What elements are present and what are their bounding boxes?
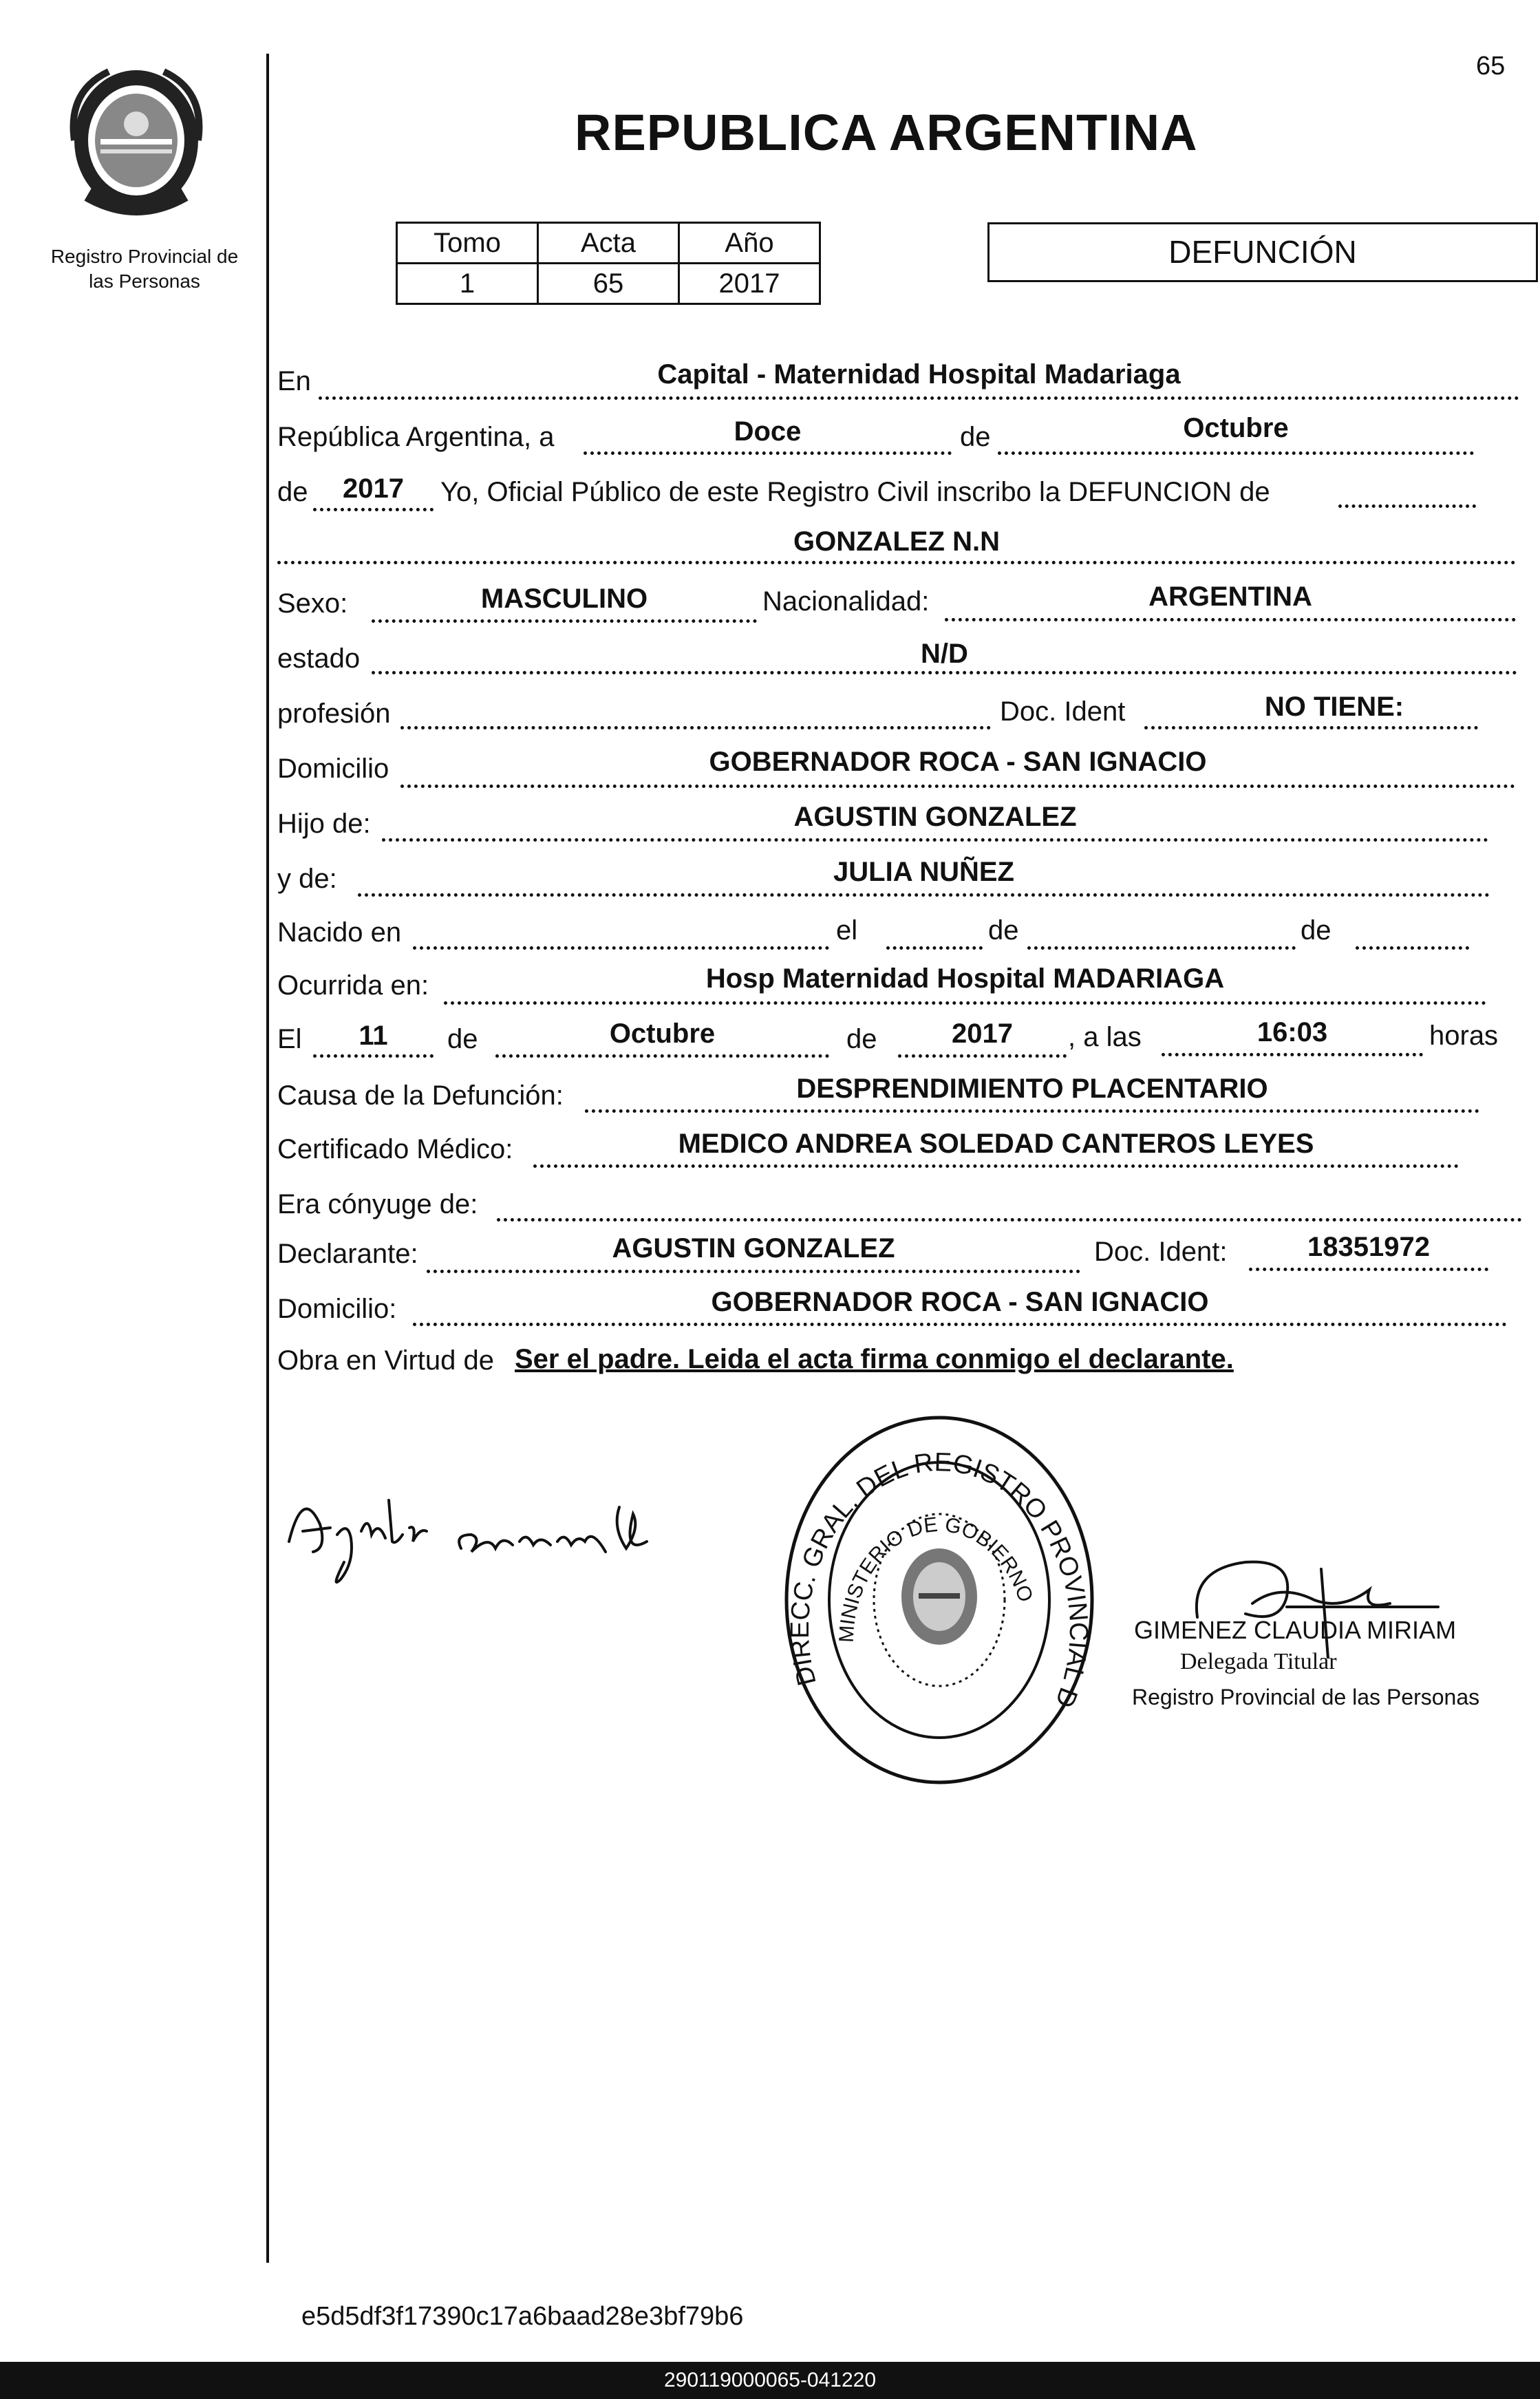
hijo-label: Hijo de: xyxy=(277,809,371,839)
de-label-5: de xyxy=(846,1024,877,1054)
domicilio-value: GOBERNADOR ROCA - SAN IGNACIO xyxy=(709,747,1207,777)
statement-line xyxy=(1338,504,1476,508)
el-label: el xyxy=(836,915,858,946)
margin-line xyxy=(266,54,269,2263)
a-las-label: , a las xyxy=(1068,1022,1142,1052)
month-value: Octubre xyxy=(1183,413,1289,443)
official-seal xyxy=(781,1411,1098,1789)
death-year-value: 2017 xyxy=(952,1019,1013,1049)
year-line xyxy=(313,508,434,511)
profesion-line xyxy=(400,726,991,729)
nacido-month-line xyxy=(1027,946,1296,950)
document-type-box: DEFUNCIÓN xyxy=(987,222,1538,282)
horas-label: horas xyxy=(1429,1021,1499,1051)
document-title: REPUBLICA ARGENTINA xyxy=(575,104,1198,161)
book-reference-table xyxy=(396,222,821,305)
estado-line xyxy=(372,671,1517,674)
footer-code-bar: 290119000065-041220 xyxy=(0,2362,1540,2399)
certificado-label: Certificado Médico: xyxy=(277,1134,513,1164)
madre-line xyxy=(358,893,1490,897)
seal-emblem-icon xyxy=(901,1548,977,1645)
doc-ident-label: Doc. Ident xyxy=(1000,696,1126,727)
acta-header: Acta xyxy=(538,223,679,264)
declarante-doc-label: Doc. Ident: xyxy=(1094,1237,1228,1267)
deceased-name: GONZALEZ N.N xyxy=(793,526,1000,557)
death-year-line xyxy=(898,1054,1067,1058)
conyuge-line xyxy=(497,1218,1522,1222)
de-label-4: de xyxy=(447,1024,478,1054)
causa-value: DESPRENDIMIENTO PLACENTARIO xyxy=(796,1074,1268,1104)
day-value: Doce xyxy=(734,416,802,447)
domicilio2-value: GOBERNADOR ROCA - SAN IGNACIO xyxy=(711,1287,1209,1317)
declarante-doc-line xyxy=(1249,1268,1488,1271)
republica-label: República Argentina, a xyxy=(277,422,555,452)
declarante-label: Declarante: xyxy=(277,1239,418,1269)
nacionalidad-label: Nacionalidad: xyxy=(762,586,930,617)
en-label: En xyxy=(277,366,311,396)
anio-header: Año xyxy=(679,223,820,264)
place-value: Capital - Maternidad Hospital Madariaga xyxy=(657,359,1181,390)
y-de-label: y de: xyxy=(277,864,337,894)
acta-value: 65 xyxy=(538,264,679,304)
sexo-label: Sexo: xyxy=(277,588,348,619)
domicilio-label: Domicilio xyxy=(277,754,389,784)
seal-outer-text: DIRECC. GRAL. DEL REGISTRO PROVINCIAL D xyxy=(785,1447,1093,1712)
nacido-year-line xyxy=(1356,946,1469,950)
padre-value: AGUSTIN GONZALEZ xyxy=(793,802,1077,832)
sexo-value: MASCULINO xyxy=(480,584,648,614)
certificado-value: MEDICO ANDREA SOLEDAD CANTEROS LEYES xyxy=(678,1129,1314,1159)
el-cap-label: El xyxy=(277,1024,302,1054)
coat-of-arms-logo xyxy=(61,63,233,222)
declarante-doc-value: 18351972 xyxy=(1307,1232,1430,1262)
year-prefix-label: de xyxy=(277,477,308,507)
official-role: Delegada Titular xyxy=(1180,1649,1337,1674)
anio-value: 2017 xyxy=(679,264,820,304)
padre-line xyxy=(382,838,1488,842)
death-time-line xyxy=(1162,1053,1423,1056)
doc-ident-line xyxy=(1144,726,1478,729)
nacido-line xyxy=(413,946,829,950)
nacido-day-line xyxy=(886,946,983,950)
ocurrida-label: Ocurrida en: xyxy=(277,970,429,1001)
nacido-label: Nacido en xyxy=(277,917,402,948)
page-number: 65 xyxy=(1476,52,1506,81)
domicilio-line xyxy=(400,785,1515,788)
madre-value: JULIA NUÑEZ xyxy=(833,857,1014,887)
death-month-value: Octubre xyxy=(609,1019,716,1049)
de-label-3: de xyxy=(1301,915,1332,946)
official-name: GIMENEZ CLAUDIA MIRIAM xyxy=(1134,1616,1457,1644)
deceased-name-line xyxy=(277,561,1516,564)
declarante-value: AGUSTIN GONZALEZ xyxy=(612,1233,895,1264)
tomo-value: 1 xyxy=(397,264,538,304)
sexo-line xyxy=(372,619,757,623)
domicilio2-label: Domicilio: xyxy=(277,1294,397,1324)
declarant-signature xyxy=(282,1459,764,1624)
profesion-label: profesión xyxy=(277,699,391,729)
registry-label-line2: las Personas xyxy=(89,270,200,292)
doc-ident-value: NO TIENE: xyxy=(1264,692,1404,722)
year-value: 2017 xyxy=(343,473,404,504)
death-month-line xyxy=(495,1054,829,1058)
obra-value: Ser el padre. Leida el acta firma conmigo el declarante. xyxy=(515,1344,1234,1374)
declarante-line xyxy=(427,1270,1080,1273)
estado-value: N/D xyxy=(921,639,968,669)
causa-label: Causa de la Defunción: xyxy=(277,1080,564,1111)
certificado-line xyxy=(533,1164,1459,1168)
causa-line xyxy=(585,1109,1479,1113)
death-day-line xyxy=(313,1054,434,1058)
official-org: Registro Provincial de las Personas xyxy=(1132,1685,1480,1709)
month-line xyxy=(998,451,1474,455)
domicilio2-line xyxy=(413,1323,1507,1326)
de-label-1: de xyxy=(960,422,991,452)
death-day-value: 11 xyxy=(359,1021,388,1051)
registry-label-line1: Registro Provincial de xyxy=(50,246,239,267)
document-hash: e5d5df3f17390c17a6baad28e3bf79b6 xyxy=(301,2302,744,2331)
statement-text: Yo, Oficial Público de este Registro Civil inscribo la DEFUNCION de xyxy=(440,477,1270,507)
place-line xyxy=(319,396,1519,400)
seal-inner-text: MINISTERIO DE GOBIERNO xyxy=(835,1513,1038,1643)
ocurrida-line xyxy=(444,1001,1486,1005)
tomo-header: Tomo xyxy=(397,223,538,264)
estado-label: estado xyxy=(277,643,361,674)
conyuge-label: Era cónyuge de: xyxy=(277,1189,478,1219)
day-line xyxy=(584,451,952,455)
de-label-2: de xyxy=(988,915,1019,946)
nacionalidad-value: ARGENTINA xyxy=(1148,582,1312,612)
nacionalidad-line xyxy=(945,618,1516,621)
registry-label xyxy=(41,244,248,294)
death-time-value: 16:03 xyxy=(1256,1017,1328,1047)
ocurrida-value: Hosp Maternidad Hospital MADARIAGA xyxy=(705,963,1225,994)
obra-label: Obra en Virtud de xyxy=(277,1345,495,1376)
